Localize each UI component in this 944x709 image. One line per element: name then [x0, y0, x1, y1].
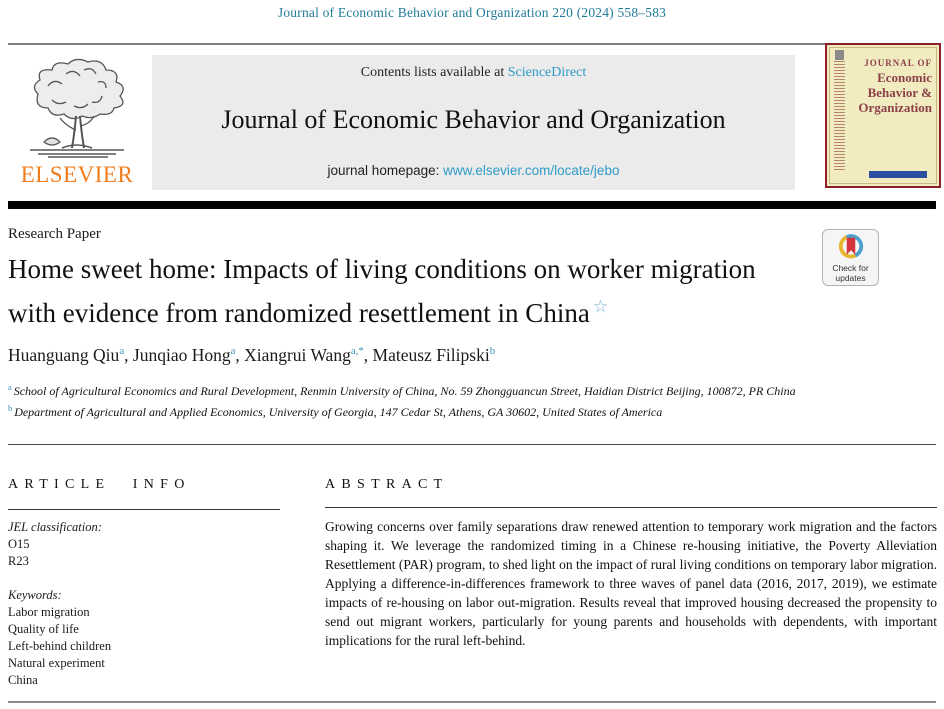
jel-code: R23 — [8, 554, 29, 568]
journal-cover-thumbnail[interactable] — [825, 43, 941, 188]
cover-title-line: Economic — [877, 70, 932, 85]
homepage-link[interactable]: www.elsevier.com/locate/jebo — [443, 163, 620, 178]
journal-title: Journal of Economic Behavior and Organization — [221, 105, 726, 134]
keyword: Quality of life — [8, 622, 79, 636]
abstract-heading: ABSTRACT — [325, 477, 449, 492]
journal-citation: Journal of Economic Behavior and Organization 220 (2024) 558–583 — [277, 5, 667, 20]
masthead-band — [152, 55, 795, 190]
jel-code: O15 — [8, 537, 30, 551]
author-affil-sup: b — [489, 345, 496, 358]
elsevier-logo-block — [8, 56, 146, 190]
keyword: Left-behind children — [8, 639, 112, 653]
keyword: China — [8, 673, 38, 687]
article-title-text: Home sweet home: Impacts of living conditions on worker migration with evidence from randomized resettlement in China — [8, 254, 756, 328]
keyword: Labor migration — [8, 605, 90, 619]
keyword: Natural experiment — [8, 656, 105, 670]
contents-prefix: Contents lists available at — [360, 65, 508, 80]
cover-title-line: Organization — [858, 100, 932, 115]
affiliation-b: $^b$ Department of Agricultural and Applied Economics, University of Georgia, 147 Cedar St, Athens, GA 30602, United States of America — [8, 404, 663, 419]
bottom-divider — [8, 701, 936, 703]
author: Xiangrui Wang$^{a,*}$, — [244, 345, 373, 365]
sciencedirect-link[interactable]: ScienceDirect — [507, 65, 587, 80]
keywords-label: Keywords: — [8, 588, 62, 602]
affiliations — [8, 379, 932, 421]
contents-line — [152, 65, 795, 81]
homepage-prefix: journal homepage: — [327, 163, 444, 178]
cover-title-block — [855, 58, 932, 115]
header-divider — [8, 444, 936, 445]
author-affil-sup: a — [230, 345, 236, 358]
abstract-rule — [325, 507, 937, 508]
abstract-section — [325, 477, 937, 650]
affiliation-a: $^a$ School of Agricultural Economics and Rural Development, Renmin University of China, No. 59 Zhongguancun Street, Haidian District Beijing, 100872, PR China — [8, 383, 796, 398]
elsevier-tree-icon — [8, 56, 146, 160]
top-divider — [8, 43, 936, 45]
article-info-section — [8, 477, 280, 689]
author: Junqiao Hong$^a$, — [132, 345, 245, 365]
elsevier-wordmark: ELSEVIER — [20, 162, 134, 187]
author-affil-sup: a — [119, 345, 125, 358]
author-affil-sup[interactable]: a,* — [350, 345, 364, 358]
abstract-text: Growing concerns over family separations draw renewed attention to temporary work migration and the factors shaping it. We leverage the randomized timing in a Chinese re-housing initiative, the Poverty Alleviation Resettlement (PAR) program, to shed light on the impact of rural living conditions on temporary labor migration. Applying a difference-in-differences framework to three waves of panel data (2016, 2017, 2019), we estimate impacts of re-housing on labor out-migration. Results reveal that improved housing decreased the propensity to send out migrant workers, particularly for young parents and households with dependents, with important implications for the rural left-behind. — [325, 519, 937, 648]
article-type-label: Research Paper — [8, 226, 101, 242]
cover-publisher-mark-icon — [835, 50, 844, 60]
author: Mateusz Filipski$^b$ — [372, 345, 496, 365]
section-divider-bar — [8, 201, 936, 209]
jel-label: JEL classification: — [8, 520, 102, 534]
footnote-star-icon[interactable]: ☆ — [592, 297, 609, 316]
author-list — [8, 345, 495, 366]
author: Huanguang Qiu$^a$, — [8, 345, 133, 365]
homepage-line — [152, 163, 795, 178]
check-badge-label: Check for updates — [832, 263, 869, 283]
article-info-heading: ARTICLE INFO — [8, 477, 191, 492]
cover-kicker: JOURNAL OF — [864, 58, 932, 68]
check-for-updates-badge[interactable] — [822, 229, 879, 286]
article-title — [8, 251, 803, 332]
cover-url-ribbon — [869, 171, 927, 178]
crossmark-icon — [834, 232, 868, 264]
article-info-rule — [8, 509, 280, 510]
cover-contents-list — [834, 61, 845, 170]
cover-title-line: Behavior & — [867, 85, 932, 100]
